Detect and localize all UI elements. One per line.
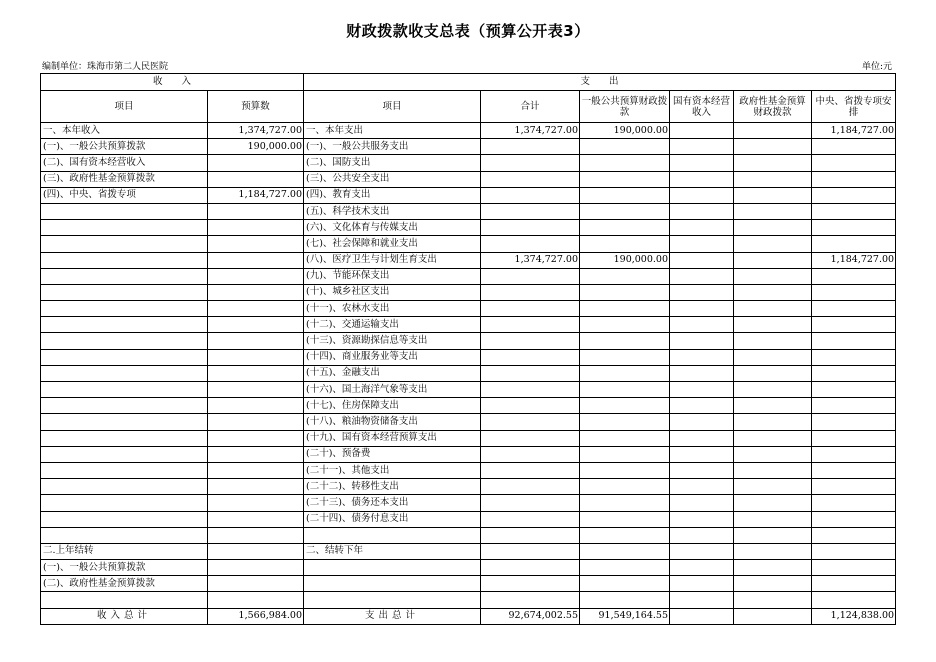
- gov-fund-amount-cell: [734, 349, 812, 365]
- expense-item-cell: (五)、科学技术支出: [304, 203, 481, 219]
- state-capital-amount-cell: [670, 414, 734, 430]
- total-amount-cell: [481, 317, 580, 333]
- expense-item-cell: (二十二)、转移性支出: [304, 479, 481, 495]
- general-budget-amount-cell: [580, 495, 670, 511]
- total-amount-cell: [481, 382, 580, 398]
- state-capital-amount-cell: [670, 155, 734, 171]
- income-amount-cell: 1,184,727.00: [208, 187, 304, 203]
- income-item-cell: (三)、政府性基金预算拨款: [41, 171, 208, 187]
- income-item-cell: [41, 349, 208, 365]
- gov-fund-amount-cell: [734, 414, 812, 430]
- income-amount-cell: [208, 414, 304, 430]
- total-amount-cell: [481, 592, 580, 608]
- expense-item-cell: (十二)、交通运输支出: [304, 317, 481, 333]
- central-amount-cell: [812, 382, 896, 398]
- income-item-cell: [41, 479, 208, 495]
- gov-fund-amount-cell: [734, 495, 812, 511]
- income-amount-cell: [208, 203, 304, 219]
- expense-item-cell: 一、本年支出: [304, 123, 481, 139]
- income-amount-cell: [208, 301, 304, 317]
- total-amount-cell: [481, 479, 580, 495]
- gov-fund-amount-cell: [734, 284, 812, 300]
- table-row: [41, 446, 896, 462]
- table-row: [41, 365, 896, 381]
- income-item-cell: (一)、一般公共预算拨款: [41, 560, 208, 576]
- central-amount-cell: [812, 333, 896, 349]
- header-row-columns: [41, 91, 896, 123]
- table-row: [41, 203, 896, 219]
- table-row: [41, 236, 896, 252]
- state-capital-amount-cell: [670, 301, 734, 317]
- table-body: [41, 74, 896, 625]
- income-amount-cell: [208, 495, 304, 511]
- expense-item-cell: 二、结转下年: [304, 543, 481, 559]
- gov-fund-amount-cell: [734, 511, 812, 527]
- col-central-provincial: 中央、省拨专项安排: [812, 91, 896, 123]
- gov-fund-amount-cell: [734, 333, 812, 349]
- central-amount-cell: [812, 139, 896, 155]
- central-amount-cell: [812, 446, 896, 462]
- total-amount-cell: [481, 495, 580, 511]
- income-item-cell: [41, 592, 208, 608]
- income-amount-cell: [208, 592, 304, 608]
- state-capital-amount-cell: [670, 382, 734, 398]
- col-gov-fund: 政府性基金预算财政拨款: [734, 91, 812, 123]
- central-amount-cell: [812, 527, 896, 543]
- income-item-cell: [41, 495, 208, 511]
- general-budget-amount-cell: [580, 527, 670, 543]
- general-budget-amount-cell: [580, 268, 670, 284]
- total-amount-cell: [481, 365, 580, 381]
- table-row: [41, 317, 896, 333]
- col-general-budget: 一般公共预算财政拨款: [580, 91, 670, 123]
- state-capital-amount-cell: [670, 139, 734, 155]
- total-amount-cell: [481, 155, 580, 171]
- total-amount-cell: [481, 301, 580, 317]
- total-amount-cell: [481, 430, 580, 446]
- state-capital-amount-cell: [670, 187, 734, 203]
- table-row: [41, 123, 896, 139]
- gov-fund-amount-cell: [734, 203, 812, 219]
- state-capital-amount-cell: [670, 430, 734, 446]
- table-row: [41, 592, 896, 608]
- income-total-label: 收入总计: [41, 608, 208, 624]
- expense-item-cell: [304, 527, 481, 543]
- gov-fund-amount-cell: [734, 155, 812, 171]
- state-capital-amount-cell: [670, 576, 734, 592]
- general-budget-amount-cell: [580, 398, 670, 414]
- total-amount-cell: 1,374,727.00: [481, 123, 580, 139]
- table-row: [41, 527, 896, 543]
- expense-item-cell: (六)、文化体育与传媒支出: [304, 220, 481, 236]
- expense-item-cell: (二十三)、债务还本支出: [304, 495, 481, 511]
- central-amount-cell: [812, 543, 896, 559]
- table-row: [41, 171, 896, 187]
- income-item-cell: (四)、中央、省拨专项: [41, 187, 208, 203]
- income-item-cell: [41, 268, 208, 284]
- col-state-capital: 国有资本经营收入: [670, 91, 734, 123]
- income-item-cell: [41, 284, 208, 300]
- income-item-cell: (二)、国有资本经营收入: [41, 155, 208, 171]
- expense-item-cell: (十八)、粮油物资储备支出: [304, 414, 481, 430]
- income-amount-cell: [208, 317, 304, 333]
- central-amount-cell: [812, 284, 896, 300]
- total-amount-cell: [481, 398, 580, 414]
- income-amount-cell: [208, 398, 304, 414]
- total-amount-cell: [481, 349, 580, 365]
- expense-item-cell: (十)、城乡社区支出: [304, 284, 481, 300]
- state-capital-amount-cell: [670, 527, 734, 543]
- central-amount-cell: [812, 414, 896, 430]
- general-budget-amount-cell: [580, 301, 670, 317]
- central-amount-cell: [812, 155, 896, 171]
- central-amount-cell: [812, 220, 896, 236]
- table-row: [41, 349, 896, 365]
- general-budget-amount-cell: [580, 139, 670, 155]
- income-item-cell: [41, 446, 208, 462]
- income-item-cell: [41, 203, 208, 219]
- currency-unit: 单位:元: [861, 62, 892, 72]
- state-capital-amount-cell: [670, 446, 734, 462]
- gov-fund-amount-cell: [734, 430, 812, 446]
- state-capital-amount-cell: [670, 220, 734, 236]
- state-capital-amount-cell: [670, 349, 734, 365]
- gov-fund-amount-cell: [734, 398, 812, 414]
- general-budget-amount-cell: [580, 543, 670, 559]
- income-amount-cell: [208, 527, 304, 543]
- table-row: [41, 479, 896, 495]
- total-amount-cell: [481, 203, 580, 219]
- state-capital-total-amount: [670, 608, 734, 624]
- table-row: [41, 220, 896, 236]
- general-budget-amount-cell: [580, 576, 670, 592]
- gov-fund-amount-cell: [734, 576, 812, 592]
- income-amount-cell: [208, 349, 304, 365]
- income-item-cell: [41, 333, 208, 349]
- expense-item-cell: (十一)、农林水支出: [304, 301, 481, 317]
- expense-item-cell: (一)、一般公共服务支出: [304, 139, 481, 155]
- table-row: [41, 414, 896, 430]
- income-item-cell: [41, 220, 208, 236]
- gov-fund-amount-cell: [734, 252, 812, 268]
- income-amount-cell: [208, 446, 304, 462]
- state-capital-amount-cell: [670, 398, 734, 414]
- expense-item-cell: (十六)、国土海洋气象等支出: [304, 382, 481, 398]
- income-amount-cell: [208, 382, 304, 398]
- central-amount-cell: [812, 301, 896, 317]
- expense-item-cell: (十三)、资源勘探信息等支出: [304, 333, 481, 349]
- general-budget-amount-cell: 190,000.00: [580, 123, 670, 139]
- central-amount-cell: [812, 317, 896, 333]
- table-row: [41, 560, 896, 576]
- central-amount-cell: [812, 495, 896, 511]
- income-item-cell: 一、本年收入: [41, 123, 208, 139]
- general-budget-amount-cell: [580, 430, 670, 446]
- gov-fund-amount-cell: [734, 527, 812, 543]
- state-capital-amount-cell: [670, 123, 734, 139]
- table-row: [41, 462, 896, 478]
- expense-item-cell: (二十四)、债务付息支出: [304, 511, 481, 527]
- table-row: [41, 284, 896, 300]
- state-capital-amount-cell: [670, 252, 734, 268]
- general-budget-amount-cell: [580, 560, 670, 576]
- gov-fund-amount-cell: [734, 236, 812, 252]
- income-amount-cell: [208, 462, 304, 478]
- central-total-amount: 1,124,838.00: [812, 608, 896, 624]
- income-item-cell: (二)、政府性基金预算拨款: [41, 576, 208, 592]
- total-amount-cell: [481, 268, 580, 284]
- income-amount-cell: 1,374,727.00: [208, 123, 304, 139]
- total-amount-cell: [481, 414, 580, 430]
- gov-fund-amount-cell: [734, 462, 812, 478]
- state-capital-amount-cell: [670, 284, 734, 300]
- income-amount-cell: [208, 511, 304, 527]
- table-row: [41, 301, 896, 317]
- gov-fund-amount-cell: [734, 382, 812, 398]
- total-amount-cell: [481, 462, 580, 478]
- expense-item-cell: (九)、节能环保支出: [304, 268, 481, 284]
- central-amount-cell: [812, 479, 896, 495]
- gov-fund-amount-cell: [734, 365, 812, 381]
- table-row: [41, 252, 896, 268]
- income-amount-cell: [208, 284, 304, 300]
- expense-item-cell: (二)、国防支出: [304, 155, 481, 171]
- table-row: [41, 139, 896, 155]
- income-amount-cell: [208, 576, 304, 592]
- gov-fund-amount-cell: [734, 139, 812, 155]
- central-amount-cell: [812, 430, 896, 446]
- state-capital-amount-cell: [670, 511, 734, 527]
- central-amount-cell: 1,184,727.00: [812, 123, 896, 139]
- state-capital-amount-cell: [670, 333, 734, 349]
- gov-fund-amount-cell: [734, 479, 812, 495]
- general-budget-amount-cell: [580, 317, 670, 333]
- general-budget-amount-cell: [580, 414, 670, 430]
- general-budget-amount-cell: [580, 236, 670, 252]
- income-item-cell: [41, 252, 208, 268]
- income-item-cell: [41, 382, 208, 398]
- gov-fund-amount-cell: [734, 268, 812, 284]
- income-item-cell: [41, 398, 208, 414]
- general-budget-amount-cell: [580, 333, 670, 349]
- state-capital-amount-cell: [670, 543, 734, 559]
- page-title: 财政拨款收支总表（预算公开表3）: [346, 22, 590, 40]
- total-amount-cell: [481, 527, 580, 543]
- gov-fund-amount-cell: [734, 317, 812, 333]
- general-budget-amount-cell: [580, 462, 670, 478]
- state-capital-amount-cell: [670, 236, 734, 252]
- total-amount-cell: [481, 576, 580, 592]
- total-amount-cell: [481, 187, 580, 203]
- income-item-cell: [41, 527, 208, 543]
- central-amount-cell: [812, 171, 896, 187]
- total-amount-cell: [481, 236, 580, 252]
- income-amount-cell: [208, 543, 304, 559]
- state-capital-amount-cell: [670, 462, 734, 478]
- income-item-cell: [41, 317, 208, 333]
- table-row: [41, 398, 896, 414]
- income-amount-cell: [208, 430, 304, 446]
- total-amount-cell: 1,374,727.00: [481, 252, 580, 268]
- state-capital-amount-cell: [670, 203, 734, 219]
- general-budget-amount-cell: [580, 171, 670, 187]
- state-capital-amount-cell: [670, 479, 734, 495]
- income-amount-cell: [208, 236, 304, 252]
- gov-fund-amount-cell: [734, 446, 812, 462]
- state-capital-amount-cell: [670, 365, 734, 381]
- expense-item-cell: (十九)、国有资本经营预算支出: [304, 430, 481, 446]
- income-item-cell: [41, 414, 208, 430]
- state-capital-amount-cell: [670, 495, 734, 511]
- central-amount-cell: [812, 576, 896, 592]
- compiling-unit: 编制单位：珠海市第二人民医院: [42, 62, 169, 72]
- general-budget-amount-cell: [580, 365, 670, 381]
- expense-item-cell: (三)、公共安全支出: [304, 171, 481, 187]
- income-amount-cell: [208, 171, 304, 187]
- expense-item-cell: [304, 576, 481, 592]
- central-amount-cell: [812, 349, 896, 365]
- total-amount-cell: [481, 511, 580, 527]
- income-item-cell: [41, 301, 208, 317]
- income-item-cell: (一)、一般公共预算拨款: [41, 139, 208, 155]
- income-item-cell: [41, 236, 208, 252]
- total-amount-cell: [481, 333, 580, 349]
- table-row: [41, 511, 896, 527]
- expense-item-cell: (十七)、住房保障支出: [304, 398, 481, 414]
- total-amount-cell: [481, 560, 580, 576]
- income-total-amount: 1,566,984.00: [208, 608, 304, 624]
- total-amount-cell: [481, 284, 580, 300]
- income-amount-cell: [208, 560, 304, 576]
- gov-fund-amount-cell: [734, 560, 812, 576]
- expense-item-cell: (十五)、金融支出: [304, 365, 481, 381]
- col-expense-item: 项目: [304, 91, 481, 123]
- general-budget-amount-cell: [580, 511, 670, 527]
- general-budget-amount-cell: [580, 220, 670, 236]
- income-amount-cell: 190,000.00: [208, 139, 304, 155]
- income-item-cell: [41, 511, 208, 527]
- general-budget-amount-cell: [580, 155, 670, 171]
- total-amount-cell: [481, 171, 580, 187]
- state-capital-amount-cell: [670, 560, 734, 576]
- expense-item-cell: (十四)、商业服务业等支出: [304, 349, 481, 365]
- general-budget-amount-cell: 190,000.00: [580, 252, 670, 268]
- expense-header: 支 出: [304, 74, 896, 91]
- header-row-sections: [41, 74, 896, 91]
- expense-item-cell: (八)、医疗卫生与计划生育支出: [304, 252, 481, 268]
- state-capital-amount-cell: [670, 317, 734, 333]
- income-item-cell: [41, 365, 208, 381]
- expense-item-cell: [304, 560, 481, 576]
- general-budget-amount-cell: [580, 187, 670, 203]
- general-budget-amount-cell: [580, 592, 670, 608]
- gov-fund-amount-cell: [734, 123, 812, 139]
- total-amount-cell: [481, 446, 580, 462]
- central-amount-cell: [812, 187, 896, 203]
- budget-table: [40, 73, 896, 625]
- total-amount-cell: [481, 220, 580, 236]
- gov-fund-amount-cell: [734, 220, 812, 236]
- central-amount-cell: [812, 236, 896, 252]
- expense-item-cell: [304, 592, 481, 608]
- total-amount-cell: [481, 543, 580, 559]
- totals-row: [41, 608, 896, 624]
- central-amount-cell: [812, 511, 896, 527]
- col-income-budget: 预算数: [208, 91, 304, 123]
- table-row: [41, 430, 896, 446]
- expense-item-cell: (二十)、预备费: [304, 446, 481, 462]
- state-capital-amount-cell: [670, 268, 734, 284]
- income-header: 收 入: [41, 74, 304, 91]
- central-amount-cell: [812, 268, 896, 284]
- income-item-cell: 二.上年结转: [41, 543, 208, 559]
- col-income-item: 项目: [41, 91, 208, 123]
- total-amount-cell: [481, 139, 580, 155]
- income-amount-cell: [208, 220, 304, 236]
- gov-fund-amount-cell: [734, 592, 812, 608]
- income-amount-cell: [208, 333, 304, 349]
- central-amount-cell: [812, 398, 896, 414]
- table-row: [41, 576, 896, 592]
- general-budget-amount-cell: [580, 284, 670, 300]
- income-amount-cell: [208, 268, 304, 284]
- expense-total-label: 支出总计: [304, 608, 481, 624]
- central-amount-cell: 1,184,727.00: [812, 252, 896, 268]
- table-row: [41, 382, 896, 398]
- expense-item-cell: (七)、社会保障和就业支出: [304, 236, 481, 252]
- central-amount-cell: [812, 203, 896, 219]
- table-row: [41, 495, 896, 511]
- general-budget-amount-cell: [580, 203, 670, 219]
- table-row: [41, 268, 896, 284]
- col-total: 合计: [481, 91, 580, 123]
- income-amount-cell: [208, 155, 304, 171]
- income-item-cell: [41, 430, 208, 446]
- income-item-cell: [41, 462, 208, 478]
- gov-fund-amount-cell: [734, 171, 812, 187]
- central-amount-cell: [812, 560, 896, 576]
- income-amount-cell: [208, 252, 304, 268]
- table-row: [41, 187, 896, 203]
- table-row: [41, 543, 896, 559]
- table-row: [41, 333, 896, 349]
- state-capital-amount-cell: [670, 171, 734, 187]
- general-budget-amount-cell: [580, 382, 670, 398]
- expense-item-cell: (二十一)、其他支出: [304, 462, 481, 478]
- central-amount-cell: [812, 365, 896, 381]
- general-budget-amount-cell: [580, 479, 670, 495]
- general-budget-amount-cell: [580, 349, 670, 365]
- general-budget-amount-cell: [580, 446, 670, 462]
- income-amount-cell: [208, 365, 304, 381]
- state-capital-amount-cell: [670, 592, 734, 608]
- general-total-amount: 91,549,164.55: [580, 608, 670, 624]
- income-amount-cell: [208, 479, 304, 495]
- table-row: [41, 155, 896, 171]
- gov-fund-total-amount: [734, 608, 812, 624]
- expense-total-amount: 92,674,002.55: [481, 608, 580, 624]
- gov-fund-amount-cell: [734, 187, 812, 203]
- gov-fund-amount-cell: [734, 301, 812, 317]
- expense-item-cell: (四)、教育支出: [304, 187, 481, 203]
- gov-fund-amount-cell: [734, 543, 812, 559]
- central-amount-cell: [812, 592, 896, 608]
- central-amount-cell: [812, 462, 896, 478]
